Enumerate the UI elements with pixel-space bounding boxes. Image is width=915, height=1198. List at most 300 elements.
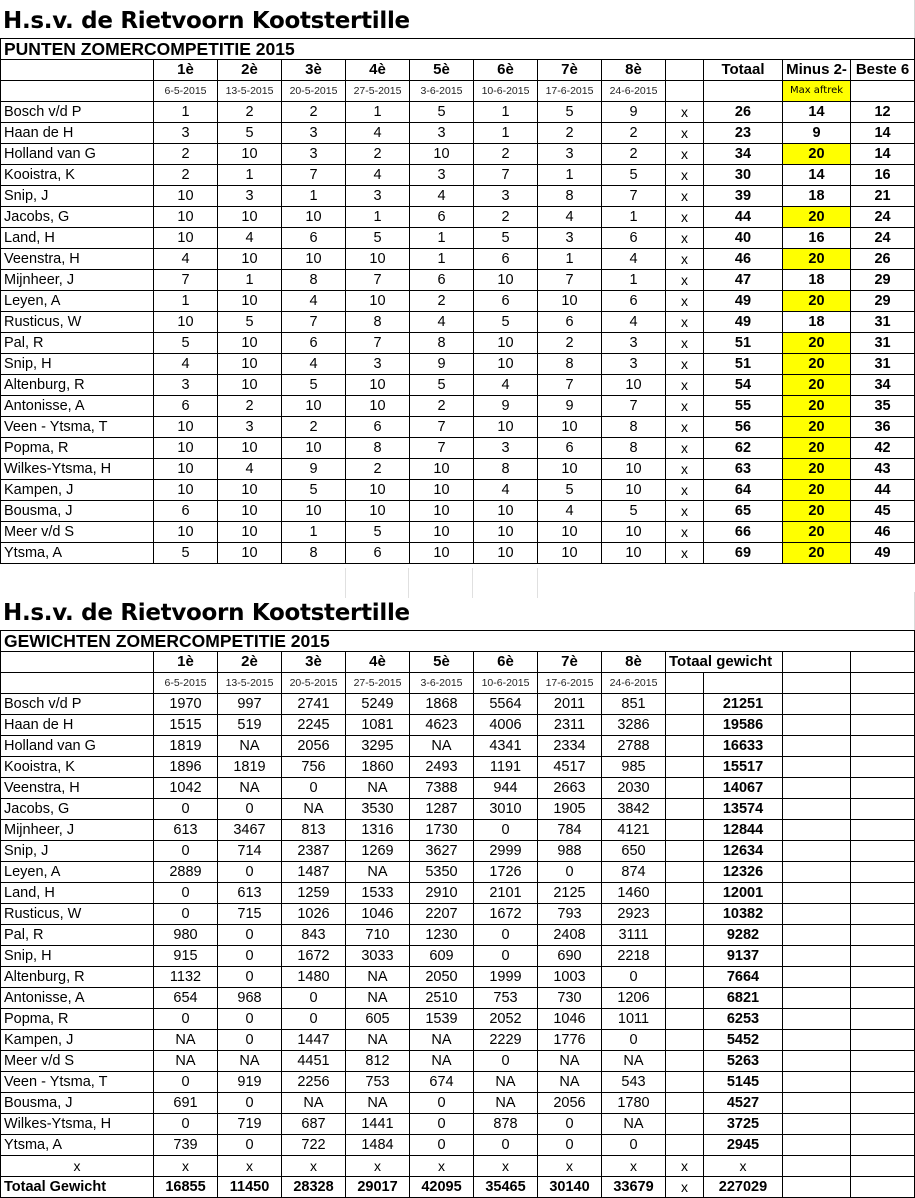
beste6-cell[interactable]: 34 (851, 375, 915, 396)
total-weight-cell[interactable]: 4527 (704, 1093, 783, 1114)
angler-name[interactable]: Altenburg, R (1, 375, 154, 396)
weight-cell[interactable]: NA (346, 778, 410, 799)
round-total[interactable]: 11450 (218, 1177, 282, 1198)
weight-cell[interactable]: 1484 (346, 1135, 410, 1156)
score-cell[interactable]: 1 (282, 186, 346, 207)
score-cell[interactable]: 2 (218, 396, 282, 417)
score-cell[interactable]: 10 (154, 417, 218, 438)
weight-cell[interactable]: 915 (154, 946, 218, 967)
score-cell[interactable]: 5 (282, 480, 346, 501)
beste6-cell[interactable]: 24 (851, 207, 915, 228)
score-cell[interactable]: 8 (346, 438, 410, 459)
empty-cell[interactable] (783, 988, 851, 1009)
sheet-subtitle[interactable]: PUNTEN ZOMERCOMPETITIE 2015 (1, 39, 915, 60)
weight-cell[interactable]: 613 (154, 820, 218, 841)
weight-cell[interactable]: 1819 (154, 736, 218, 757)
weight-cell[interactable]: 0 (218, 799, 282, 820)
score-cell[interactable]: 6 (474, 291, 538, 312)
weight-cell[interactable]: 2101 (474, 883, 538, 904)
angler-name[interactable]: Land, H (1, 228, 154, 249)
beste6-cell[interactable]: 24 (851, 228, 915, 249)
x-marker[interactable]: x (666, 417, 704, 438)
x-marker[interactable]: x (666, 375, 704, 396)
empty-cell[interactable] (783, 1156, 851, 1177)
weight-cell[interactable]: 784 (538, 820, 602, 841)
score-cell[interactable]: 10 (602, 480, 666, 501)
score-cell[interactable]: 7 (538, 270, 602, 291)
weight-cell[interactable]: 1132 (154, 967, 218, 988)
total-cell[interactable]: 39 (704, 186, 783, 207)
score-cell[interactable]: 1 (218, 270, 282, 291)
weight-cell[interactable]: NA (282, 1093, 346, 1114)
weight-cell[interactable]: 2408 (538, 925, 602, 946)
score-cell[interactable]: 10 (602, 375, 666, 396)
score-cell[interactable]: 2 (538, 123, 602, 144)
weight-cell[interactable]: 1780 (602, 1093, 666, 1114)
minus2-cell-max[interactable]: 20 (783, 333, 851, 354)
empty-cell[interactable] (704, 673, 783, 694)
score-cell[interactable]: 10 (218, 249, 282, 270)
total-weight-cell[interactable]: 15517 (704, 757, 783, 778)
round-header[interactable]: 6è (474, 652, 538, 673)
minus2-cell[interactable]: 18 (783, 270, 851, 291)
score-cell[interactable]: 10 (154, 480, 218, 501)
total-weight-cell[interactable]: 5145 (704, 1072, 783, 1093)
total-weight-cell[interactable]: 19586 (704, 715, 783, 736)
score-cell[interactable]: 5 (346, 228, 410, 249)
round-date[interactable]: 20-5-2015 (282, 673, 346, 694)
weight-cell[interactable]: 843 (282, 925, 346, 946)
angler-name[interactable]: Veen - Ytsma, T (1, 417, 154, 438)
beste6-cell[interactable]: 31 (851, 333, 915, 354)
empty-cell[interactable] (783, 1093, 851, 1114)
empty-cell[interactable] (783, 694, 851, 715)
x-marker[interactable]: x (666, 144, 704, 165)
score-cell[interactable]: 10 (218, 501, 282, 522)
empty-cell[interactable] (666, 862, 704, 883)
score-cell[interactable]: 9 (602, 102, 666, 123)
x-marker[interactable]: x (666, 501, 704, 522)
angler-name[interactable]: Mijnheer, J (1, 270, 154, 291)
round-total[interactable]: 29017 (346, 1177, 410, 1198)
weight-cell[interactable]: 0 (410, 1114, 474, 1135)
weight-cell[interactable]: 2493 (410, 757, 474, 778)
score-cell[interactable]: 10 (602, 522, 666, 543)
weight-cell[interactable]: 1441 (346, 1114, 410, 1135)
angler-name[interactable]: Bousma, J (1, 1093, 154, 1114)
weight-cell[interactable]: 968 (218, 988, 282, 1009)
round-header[interactable]: 1è (154, 60, 218, 81)
minus2-cell-max[interactable]: 20 (783, 249, 851, 270)
empty-cell[interactable] (783, 799, 851, 820)
column-header[interactable]: Minus 2- (783, 60, 851, 81)
angler-name[interactable]: Veen - Ytsma, T (1, 1072, 154, 1093)
score-cell[interactable]: 4 (282, 354, 346, 375)
empty-cell[interactable] (851, 652, 915, 673)
weight-cell[interactable]: 2207 (410, 904, 474, 925)
score-cell[interactable]: 2 (154, 165, 218, 186)
total-cell[interactable]: 47 (704, 270, 783, 291)
weight-cell[interactable]: 613 (218, 883, 282, 904)
empty-cell[interactable] (783, 673, 851, 694)
weight-cell[interactable]: 0 (154, 799, 218, 820)
weight-cell[interactable]: 2245 (282, 715, 346, 736)
weight-cell[interactable]: 4341 (474, 736, 538, 757)
beste6-cell[interactable]: 21 (851, 186, 915, 207)
weight-cell[interactable]: 0 (154, 1009, 218, 1030)
weight-cell[interactable]: 719 (218, 1114, 282, 1135)
score-cell[interactable]: 10 (154, 228, 218, 249)
empty-cell[interactable] (666, 799, 704, 820)
x-marker[interactable]: x (704, 1156, 783, 1177)
total-weight-cell[interactable]: 9137 (704, 946, 783, 967)
score-cell[interactable]: 7 (410, 438, 474, 459)
weight-cell[interactable]: NA (154, 1030, 218, 1051)
score-cell[interactable]: 3 (346, 354, 410, 375)
weight-cell[interactable]: 0 (474, 925, 538, 946)
score-cell[interactable]: 10 (474, 501, 538, 522)
score-cell[interactable]: 10 (346, 375, 410, 396)
total-cell[interactable]: 56 (704, 417, 783, 438)
score-cell[interactable]: 8 (282, 543, 346, 564)
weight-cell[interactable]: 0 (474, 1051, 538, 1072)
minus2-cell[interactable]: 16 (783, 228, 851, 249)
minus2-cell-max[interactable]: 20 (783, 291, 851, 312)
weight-cell[interactable]: 4121 (602, 820, 666, 841)
minus2-cell-max[interactable]: 20 (783, 480, 851, 501)
score-cell[interactable]: 10 (602, 459, 666, 480)
x-marker[interactable]: x (666, 1156, 704, 1177)
minus2-cell[interactable]: 14 (783, 102, 851, 123)
round-header[interactable]: 8è (602, 60, 666, 81)
weight-cell[interactable]: 1533 (346, 883, 410, 904)
score-cell[interactable]: 8 (282, 270, 346, 291)
empty-cell[interactable] (851, 841, 915, 862)
score-cell[interactable]: 2 (410, 396, 474, 417)
weight-cell[interactable]: 4623 (410, 715, 474, 736)
minus2-cell-max[interactable]: 20 (783, 144, 851, 165)
total-weight-cell[interactable]: 7664 (704, 967, 783, 988)
empty-cell[interactable] (666, 904, 704, 925)
empty-cell[interactable] (783, 904, 851, 925)
weight-cell[interactable]: 730 (538, 988, 602, 1009)
minus2-cell-max[interactable]: 20 (783, 375, 851, 396)
score-cell[interactable]: 6 (538, 438, 602, 459)
score-cell[interactable]: 5 (602, 165, 666, 186)
score-cell[interactable]: 10 (346, 396, 410, 417)
total-weight-cell[interactable]: 10382 (704, 904, 783, 925)
angler-name[interactable]: Haan de H (1, 715, 154, 736)
weight-cell[interactable]: 2056 (538, 1093, 602, 1114)
round-date[interactable]: 10-6-2015 (474, 81, 538, 102)
weight-cell[interactable]: 0 (474, 820, 538, 841)
weight-cell[interactable]: NA (282, 799, 346, 820)
score-cell[interactable]: 9 (474, 396, 538, 417)
weight-cell[interactable]: 0 (218, 1135, 282, 1156)
angler-name[interactable]: Ytsma, A (1, 1135, 154, 1156)
score-cell[interactable]: 10 (410, 459, 474, 480)
round-header[interactable]: 3è (282, 652, 346, 673)
score-cell[interactable]: 7 (154, 270, 218, 291)
score-cell[interactable]: 2 (538, 333, 602, 354)
weight-cell[interactable]: 5249 (346, 694, 410, 715)
weight-cell[interactable]: 691 (154, 1093, 218, 1114)
weight-cell[interactable]: 0 (218, 925, 282, 946)
score-cell[interactable]: 10 (218, 543, 282, 564)
weight-cell[interactable]: NA (474, 1093, 538, 1114)
weight-cell[interactable]: 874 (602, 862, 666, 883)
weight-cell[interactable]: 4451 (282, 1051, 346, 1072)
score-cell[interactable]: 5 (538, 102, 602, 123)
weight-cell[interactable]: 753 (346, 1072, 410, 1093)
round-header[interactable]: 6è (474, 60, 538, 81)
weight-cell[interactable]: 1046 (538, 1009, 602, 1030)
empty-cell[interactable] (851, 1114, 915, 1135)
empty-cell[interactable] (666, 736, 704, 757)
spacer-header[interactable] (666, 60, 704, 81)
score-cell[interactable]: 10 (346, 501, 410, 522)
score-cell[interactable]: 3 (474, 438, 538, 459)
weight-cell[interactable]: NA (346, 988, 410, 1009)
weight-cell[interactable]: 605 (346, 1009, 410, 1030)
empty-cell[interactable] (783, 778, 851, 799)
score-cell[interactable]: 1 (346, 102, 410, 123)
score-cell[interactable]: 5 (218, 312, 282, 333)
weight-cell[interactable]: NA (410, 1030, 474, 1051)
score-cell[interactable]: 3 (538, 144, 602, 165)
total-cell[interactable]: 51 (704, 333, 783, 354)
total-cell[interactable]: 63 (704, 459, 783, 480)
weight-cell[interactable]: 0 (218, 946, 282, 967)
round-header[interactable]: 3è (282, 60, 346, 81)
score-cell[interactable]: 10 (218, 480, 282, 501)
empty-cell[interactable] (783, 946, 851, 967)
score-cell[interactable]: 10 (282, 438, 346, 459)
weight-cell[interactable]: 0 (410, 1093, 474, 1114)
weight-cell[interactable]: 1191 (474, 757, 538, 778)
angler-name[interactable]: Altenburg, R (1, 967, 154, 988)
score-cell[interactable]: 2 (474, 144, 538, 165)
weight-cell[interactable]: 2334 (538, 736, 602, 757)
empty-cell[interactable] (851, 862, 915, 883)
x-marker[interactable]: x (666, 291, 704, 312)
weight-cell[interactable]: 3467 (218, 820, 282, 841)
empty-cell[interactable] (666, 946, 704, 967)
score-cell[interactable]: 4 (218, 228, 282, 249)
score-cell[interactable]: 8 (474, 459, 538, 480)
weight-cell[interactable]: 5350 (410, 862, 474, 883)
weight-cell[interactable]: 1042 (154, 778, 218, 799)
score-cell[interactable]: 5 (538, 480, 602, 501)
x-marker[interactable]: x (666, 312, 704, 333)
score-cell[interactable]: 10 (474, 333, 538, 354)
weight-cell[interactable]: NA (154, 1051, 218, 1072)
weight-cell[interactable]: 1447 (282, 1030, 346, 1051)
empty-cell[interactable] (666, 883, 704, 904)
round-total[interactable]: 30140 (538, 1177, 602, 1198)
empty-cell[interactable] (783, 1051, 851, 1072)
weight-cell[interactable]: 1970 (154, 694, 218, 715)
score-cell[interactable]: 2 (282, 102, 346, 123)
angler-name[interactable]: Snip, H (1, 354, 154, 375)
weight-cell[interactable]: 4006 (474, 715, 538, 736)
score-cell[interactable]: 2 (346, 144, 410, 165)
weight-cell[interactable]: NA (218, 736, 282, 757)
empty-cell[interactable] (851, 1051, 915, 1072)
x-marker[interactable]: x (666, 333, 704, 354)
minus2-cell-max[interactable]: 20 (783, 438, 851, 459)
angler-name[interactable]: Mijnheer, J (1, 820, 154, 841)
weight-cell[interactable]: 3627 (410, 841, 474, 862)
round-header[interactable]: 7è (538, 60, 602, 81)
score-cell[interactable]: 7 (410, 417, 474, 438)
score-cell[interactable]: 4 (282, 291, 346, 312)
score-cell[interactable]: 8 (602, 417, 666, 438)
empty-cell[interactable] (851, 946, 915, 967)
weight-cell[interactable]: 609 (410, 946, 474, 967)
score-cell[interactable]: 10 (474, 354, 538, 375)
minus2-cell-max[interactable]: 20 (783, 207, 851, 228)
total-weight-cell[interactable]: 16633 (704, 736, 783, 757)
total-cell[interactable]: 34 (704, 144, 783, 165)
total-weight-cell[interactable]: 14067 (704, 778, 783, 799)
weight-cell[interactable]: 3842 (602, 799, 666, 820)
score-cell[interactable]: 5 (410, 375, 474, 396)
score-cell[interactable]: 10 (474, 522, 538, 543)
score-cell[interactable]: 10 (538, 522, 602, 543)
total-weight-cell[interactable]: 6253 (704, 1009, 783, 1030)
beste6-cell[interactable]: 35 (851, 396, 915, 417)
empty-cell[interactable] (666, 673, 704, 694)
weight-cell[interactable]: 543 (602, 1072, 666, 1093)
weight-cell[interactable]: 1011 (602, 1009, 666, 1030)
score-cell[interactable]: 1 (602, 207, 666, 228)
empty-cell[interactable] (666, 1009, 704, 1030)
total-weight-cell[interactable]: 12844 (704, 820, 783, 841)
score-cell[interactable]: 2 (218, 102, 282, 123)
empty-cell[interactable] (666, 841, 704, 862)
score-cell[interactable]: 6 (410, 270, 474, 291)
total-cell[interactable]: 49 (704, 291, 783, 312)
score-cell[interactable]: 5 (154, 333, 218, 354)
total-weight-cell[interactable]: 5452 (704, 1030, 783, 1051)
weight-cell[interactable]: 851 (602, 694, 666, 715)
weight-cell[interactable]: 1206 (602, 988, 666, 1009)
weight-cell[interactable]: 0 (602, 967, 666, 988)
weight-cell[interactable]: 997 (218, 694, 282, 715)
score-cell[interactable]: 5 (410, 102, 474, 123)
x-marker[interactable]: x (666, 354, 704, 375)
weight-cell[interactable]: NA (218, 1051, 282, 1072)
score-cell[interactable]: 10 (346, 291, 410, 312)
score-cell[interactable]: 9 (410, 354, 474, 375)
weight-cell[interactable]: 988 (538, 841, 602, 862)
score-cell[interactable]: 7 (346, 333, 410, 354)
score-cell[interactable]: 4 (346, 165, 410, 186)
round-date[interactable]: 24-6-2015 (602, 673, 666, 694)
empty-cell[interactable] (666, 1030, 704, 1051)
beste6-cell[interactable]: 36 (851, 417, 915, 438)
score-cell[interactable]: 10 (346, 249, 410, 270)
score-cell[interactable]: 2 (602, 144, 666, 165)
weight-cell[interactable]: 650 (602, 841, 666, 862)
x-marker[interactable]: x (666, 459, 704, 480)
weight-cell[interactable]: 1003 (538, 967, 602, 988)
angler-name[interactable]: Antonisse, A (1, 988, 154, 1009)
beste6-cell[interactable]: 43 (851, 459, 915, 480)
weight-cell[interactable]: 1539 (410, 1009, 474, 1030)
empty-cell[interactable] (783, 736, 851, 757)
weight-cell[interactable]: 7388 (410, 778, 474, 799)
angler-name[interactable]: Wilkes-Ytsma, H (1, 459, 154, 480)
empty-cell[interactable] (851, 757, 915, 778)
x-marker[interactable]: x (666, 543, 704, 564)
angler-name[interactable]: Rusticus, W (1, 312, 154, 333)
round-date[interactable]: 3-6-2015 (410, 673, 474, 694)
weight-cell[interactable]: 2910 (410, 883, 474, 904)
weight-cell[interactable]: 2788 (602, 736, 666, 757)
minus2-cell-max[interactable]: 20 (783, 396, 851, 417)
weight-cell[interactable]: 0 (218, 862, 282, 883)
column-header[interactable]: Totaal (704, 60, 783, 81)
angler-name[interactable]: Bosch v/d P (1, 102, 154, 123)
empty-cell[interactable] (783, 1114, 851, 1135)
empty-cell[interactable] (666, 757, 704, 778)
total-weight-cell[interactable]: 2945 (704, 1135, 783, 1156)
weight-cell[interactable]: 1776 (538, 1030, 602, 1051)
score-cell[interactable]: 7 (602, 186, 666, 207)
empty-cell[interactable] (851, 1093, 915, 1114)
weight-cell[interactable]: 1259 (282, 883, 346, 904)
empty-cell[interactable] (783, 925, 851, 946)
weight-cell[interactable]: 0 (282, 1009, 346, 1030)
score-cell[interactable]: 3 (410, 165, 474, 186)
weight-cell[interactable]: NA (346, 1093, 410, 1114)
empty-cell[interactable] (666, 694, 704, 715)
minus2-cell-max[interactable]: 20 (783, 417, 851, 438)
weight-cell[interactable]: NA (346, 862, 410, 883)
total-weight-cell[interactable]: 5263 (704, 1051, 783, 1072)
weight-cell[interactable]: 753 (474, 988, 538, 1009)
round-header[interactable]: 1è (154, 652, 218, 673)
score-cell[interactable]: 7 (282, 165, 346, 186)
angler-name[interactable]: Bosch v/d P (1, 694, 154, 715)
weight-cell[interactable]: 0 (538, 862, 602, 883)
angler-name[interactable]: Wilkes-Ytsma, H (1, 1114, 154, 1135)
score-cell[interactable]: 1 (346, 207, 410, 228)
total-cell[interactable]: 46 (704, 249, 783, 270)
weight-cell[interactable]: 2923 (602, 904, 666, 925)
score-cell[interactable]: 10 (538, 459, 602, 480)
weight-cell[interactable]: 739 (154, 1135, 218, 1156)
x-marker[interactable]: x (410, 1156, 474, 1177)
round-header[interactable]: 4è (346, 60, 410, 81)
weight-cell[interactable]: 1230 (410, 925, 474, 946)
angler-name[interactable]: Haan de H (1, 123, 154, 144)
minus2-cell-max[interactable]: 20 (783, 354, 851, 375)
angler-name[interactable]: Snip, J (1, 841, 154, 862)
empty-cell[interactable] (666, 820, 704, 841)
score-cell[interactable]: 10 (218, 375, 282, 396)
beste6-cell[interactable]: 31 (851, 354, 915, 375)
angler-name[interactable]: Kooistra, K (1, 757, 154, 778)
weight-cell[interactable]: 2030 (602, 778, 666, 799)
x-marker[interactable]: x (666, 270, 704, 291)
weight-cell[interactable]: 2387 (282, 841, 346, 862)
x-marker[interactable]: x (666, 123, 704, 144)
minus2-cell[interactable]: 18 (783, 186, 851, 207)
angler-name[interactable]: Pal, R (1, 333, 154, 354)
